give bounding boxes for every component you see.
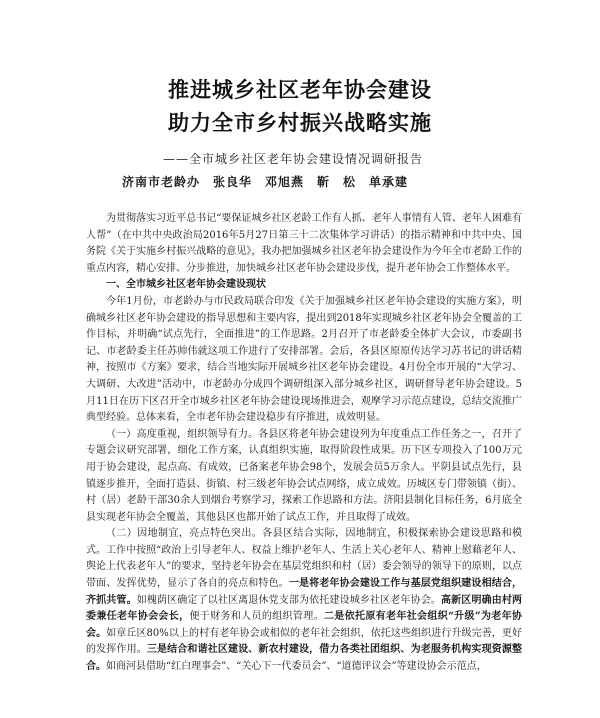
part2-text3: 便于财务和人员的组织管理。 — [189, 611, 324, 623]
part2-paragraph — [86, 526, 522, 675]
part1-text: 各县区将老年协会建设列为年度重点工作任务之一，召开了专题会议研究部署，细化工作方案，认真组织实施，取得阶段性成果。历下区专项投入了100万元用于协会建设，起点高、有成效，已备案老年协会98个，发展会员5万余人。平阴县试点先行，县镇逐步推开，全面打造县、街镇、村三级老年协会试点网络，成立成效。历城区专门带领镇（街）、村（居）老龄干部30余人到烟台考察学习，探索工作思路和方法。济阳县制化目标任务，6月底全县实现老年协会全覆盖，其他县区也都开始了试点工作，并且取得了成效。 — [86, 428, 522, 523]
document-authors: 济南市老龄办 张良华 邓旭燕 靳 松 单承建 — [122, 175, 409, 189]
document-title-line1: 推进城乡社区老年协会建设 — [168, 77, 432, 102]
part2-text5: 如商河县借助“红白理事会”、“关心下一代委员会”、“道德评议会”等建设协会示范点， — [106, 661, 487, 673]
part1-lead: （一）高度重视，组织领导有力。 — [106, 428, 259, 440]
part2-lead: （二）因地制宜，亮点特色突出。 — [106, 528, 263, 540]
part2-point2: 二是依托原有老年社会组织“升级”为老年协会。 — [86, 611, 522, 639]
part2-text: 各县区结合实际，因地制宜，积极探索协会建设思路和模式。工作中按照“政治上引导老年人、权益上维护老年人、生活上关心老年人、精神上慰藉老年人、舆论上代表老年人”的要求，坚持老年协会在基层党组织和村（居）委会领导的领导下的原则，以点带面、发挥优势，显示了各自的亮点和特色。 — [86, 528, 523, 590]
document-title-line2: 助力全市乡村振兴战略实施 — [168, 110, 432, 135]
part2-point3: 三是结合和谐社区建设、新农村建设，借力各类社团组织、为老服务机构实现资源整合。 — [86, 644, 523, 673]
part2-text2: 如槐荫区确定了以社区离退休党支部为依托建设城乡社区老年协会。 — [136, 594, 442, 606]
part1-paragraph — [86, 427, 522, 527]
part2-point1: 一是将老年协会建设工作与基层党组织建设相结合，齐抓共管。 — [86, 578, 523, 606]
part2-emphasis-gaoxin: 高新区明确由村两委兼任老年协会会长， — [86, 594, 523, 623]
section1-heading: 一、全市城乡社区老年协会建设现状 — [106, 279, 266, 291]
document-subtitle: ——全市城乡社区老年协会建设情况调研报告 — [163, 152, 424, 166]
intro-paragraph: 为贯彻落实习近平总书记“要保证城乡社区老龄工作有人抓、老年人事情有人管、老年人困难有人帮”（在中共中央政治局2016年5月27日第三十二次集体学习讲话）的指示精神和中共中央、国务院《关于实施乡村振兴战略的意见》，我办把加强城乡社区老年协会建设作为今年全市老龄工作的重点内容，精心安排、分步推进，加快城乡社区老年协会建设步伐，提升老年协会工作整体水平。 — [86, 213, 522, 274]
part2-text4: 如章丘区80%以上的村有老年协会或相似的老年社会组织，依托这些组织进行升级完善，更好的发挥作用。 — [86, 627, 522, 656]
section1-paragraph: 今年1月份，市老龄办与市民政局联合印发《关于加强城乡社区老年协会建设的实施方案》，明确城乡社区老年协会建设的指导思想和主要内容，提出到2018年实现城乡社区老年协会全覆盖的工作目标，并明确“试点先行，全面推进”的工作思路。2月召开了市老龄委全体扩大会议，市委副书记、市老龄委主任苏帅伟就这项工作进行了安排部署。会后，各县区原原传达学习苏书记的讲话精神，按照市《方案》要求，结合当地实际开展城乡社区老年协会建设。4月份全市开展的“大学习、大调研、大改进”活动中，市老龄办分成四个调研组深入部分城乡社区，调研督导老年协会建设。5月11日在历下区召开全市城乡社区老年协会建设现场推进会，观摩学习示范点建设，总结交流推广典型经验。总体来看，全市老年协会建设稳步有序推进，成效明显。 — [86, 295, 522, 424]
document-body — [86, 211, 522, 676]
